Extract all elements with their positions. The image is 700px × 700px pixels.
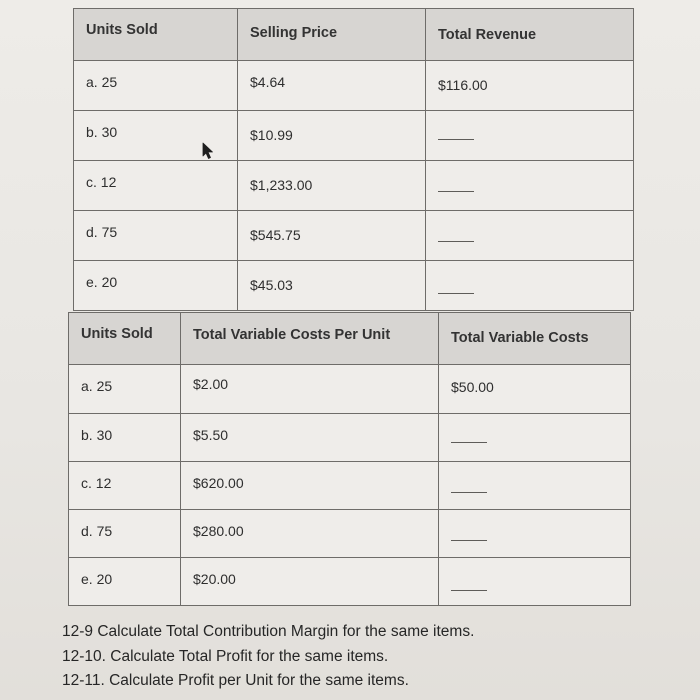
cell-units: b. 30	[74, 111, 238, 161]
cell-total-blank[interactable]	[426, 161, 634, 211]
answer-blank[interactable]	[438, 190, 474, 192]
cell-cost-per-unit: $620.00	[181, 462, 439, 510]
cell-units: e. 20	[69, 558, 181, 606]
answer-blank[interactable]	[451, 441, 487, 443]
answer-blank[interactable]	[438, 240, 474, 242]
answer-blank[interactable]	[438, 138, 474, 140]
revenue-table	[73, 8, 634, 311]
cell-price: $45.03	[238, 261, 426, 311]
table-row	[69, 462, 631, 510]
cell-cost-per-unit: $20.00	[181, 558, 439, 606]
table-row	[69, 510, 631, 558]
cell-price: $4.64	[238, 61, 426, 111]
question-12-9: 12-9 Calculate Total Contribution Margin for the same items.	[62, 623, 475, 640]
cell-total-blank[interactable]	[439, 462, 631, 510]
header-units-sold: Units Sold	[74, 9, 238, 61]
cell-price: $545.75	[238, 211, 426, 261]
cell-total-blank[interactable]	[439, 510, 631, 558]
questions-list	[62, 620, 682, 694]
cell-units: e. 20	[74, 261, 238, 311]
table-header-row	[69, 313, 631, 365]
cell-units: c. 12	[69, 462, 181, 510]
table-row	[74, 161, 634, 211]
table-row	[74, 211, 634, 261]
cell-total-blank[interactable]	[426, 211, 634, 261]
answer-blank[interactable]	[438, 292, 474, 294]
cell-total-blank[interactable]	[426, 111, 634, 161]
header-total-variable-costs: Total Variable Costs	[439, 313, 631, 365]
cell-units: a. 25	[69, 365, 181, 414]
table-row	[74, 261, 634, 311]
question-12-10: 12-10. Calculate Total Profit for the same items.	[62, 647, 389, 665]
table-row	[69, 558, 631, 606]
header-units-sold: Units Sold	[69, 313, 181, 365]
mouse-pointer-icon	[202, 142, 214, 160]
cell-total: $50.00	[439, 365, 631, 414]
header-selling-price: Selling Price	[238, 9, 426, 61]
cell-cost-per-unit: $2.00	[181, 365, 439, 414]
table-row	[74, 61, 634, 111]
cell-units: d. 75	[74, 211, 238, 261]
cell-total-blank[interactable]	[439, 414, 631, 462]
cell-units: d. 75	[69, 510, 181, 558]
cell-price: $1,233.00	[238, 161, 426, 211]
cell-units: c. 12	[74, 161, 238, 211]
answer-blank[interactable]	[451, 539, 487, 541]
table-header-row	[74, 9, 634, 61]
answer-blank[interactable]	[451, 491, 487, 493]
question-12-11: 12-11. Calculate Profit per Unit for the same items.	[62, 672, 409, 689]
table-row	[74, 111, 634, 161]
cell-cost-per-unit: $280.00	[181, 510, 439, 558]
variable-costs-table	[68, 312, 631, 606]
cell-units: b. 30	[69, 414, 181, 462]
cell-total: $116.00	[426, 61, 634, 111]
cell-total-blank[interactable]	[439, 558, 631, 606]
cell-units: a. 25	[74, 61, 238, 111]
table-row	[69, 365, 631, 414]
table-row	[69, 414, 631, 462]
header-variable-cost-per-unit: Total Variable Costs Per Unit	[181, 313, 439, 365]
header-total-revenue: Total Revenue	[426, 9, 634, 61]
cell-cost-per-unit: $5.50	[181, 414, 439, 462]
answer-blank[interactable]	[451, 589, 487, 591]
cell-total-blank[interactable]	[426, 261, 634, 311]
cell-price: $10.99	[238, 111, 426, 161]
